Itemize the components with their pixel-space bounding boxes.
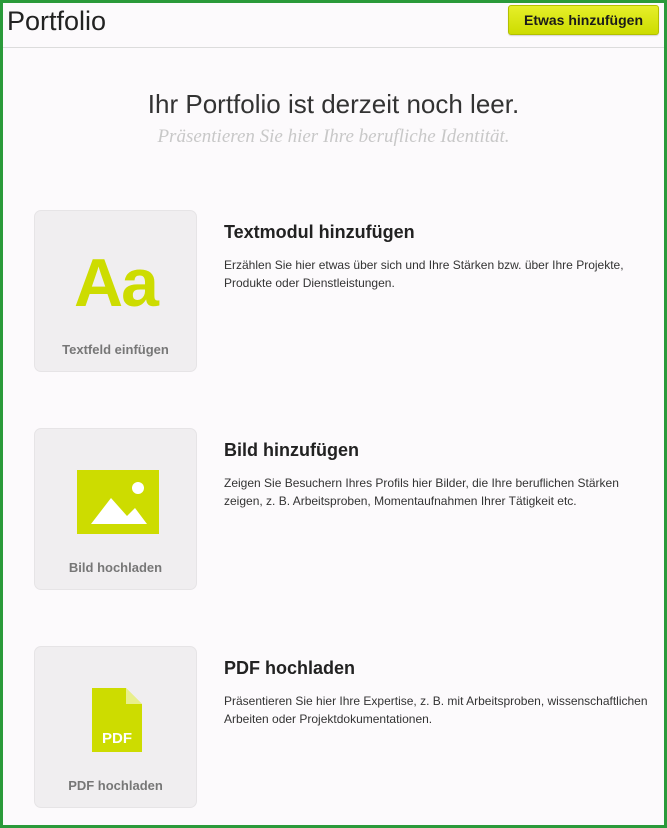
tile-label-image: Bild hochladen — [68, 560, 163, 575]
image-icon — [77, 470, 159, 539]
tile-label-text: Textfeld einfügen — [62, 342, 169, 357]
page-header — [3, 3, 664, 48]
image-module-description: Zeigen Sie Besuchern Ihres Profils hier Bilder, die Ihre beruflichen Stärken zeigen, z. B. Arbeitsproben, Momentaufnahmen Ihrer Tätigkeit etc. — [224, 476, 619, 508]
image-module-title: Bild hinzufügen — [224, 440, 359, 460]
text-module-description: Erzählen Sie hier etwas über sich und Ihre Stärken bzw. über Ihre Projekte, Produkte oder Dienstleistungen. — [224, 258, 624, 290]
pdf-module-title: PDF hochladen — [224, 658, 356, 678]
image-upload-tile[interactable] — [34, 428, 197, 590]
pdf-file-icon — [92, 688, 142, 757]
pdf-icon-text: PDF — [102, 730, 132, 747]
page-title: Portfolio — [7, 6, 107, 36]
tile-label-pdf: PDF hochladen — [68, 778, 163, 793]
add-something-button[interactable]: Etwas hinzufügen — [508, 5, 659, 35]
pdf-module-description: Präsentieren Sie hier Ihre Expertise, z. B. mit Arbeitsproben, wissenschaftlichen Arbeiten oder Projektdokumentationen. — [224, 694, 648, 726]
text-module-title: Textmodul hinzufügen — [224, 222, 415, 242]
text-aa-icon: Aa — [74, 245, 157, 321]
pdf-upload-tile[interactable] — [34, 646, 197, 808]
empty-state-heading: Ihr Portfolio ist derzeit noch leer. — [147, 89, 520, 119]
empty-state-subheading: Präsentieren Sie hier Ihre berufliche Identität. — [157, 126, 510, 147]
text-module-tile[interactable] — [34, 210, 197, 372]
